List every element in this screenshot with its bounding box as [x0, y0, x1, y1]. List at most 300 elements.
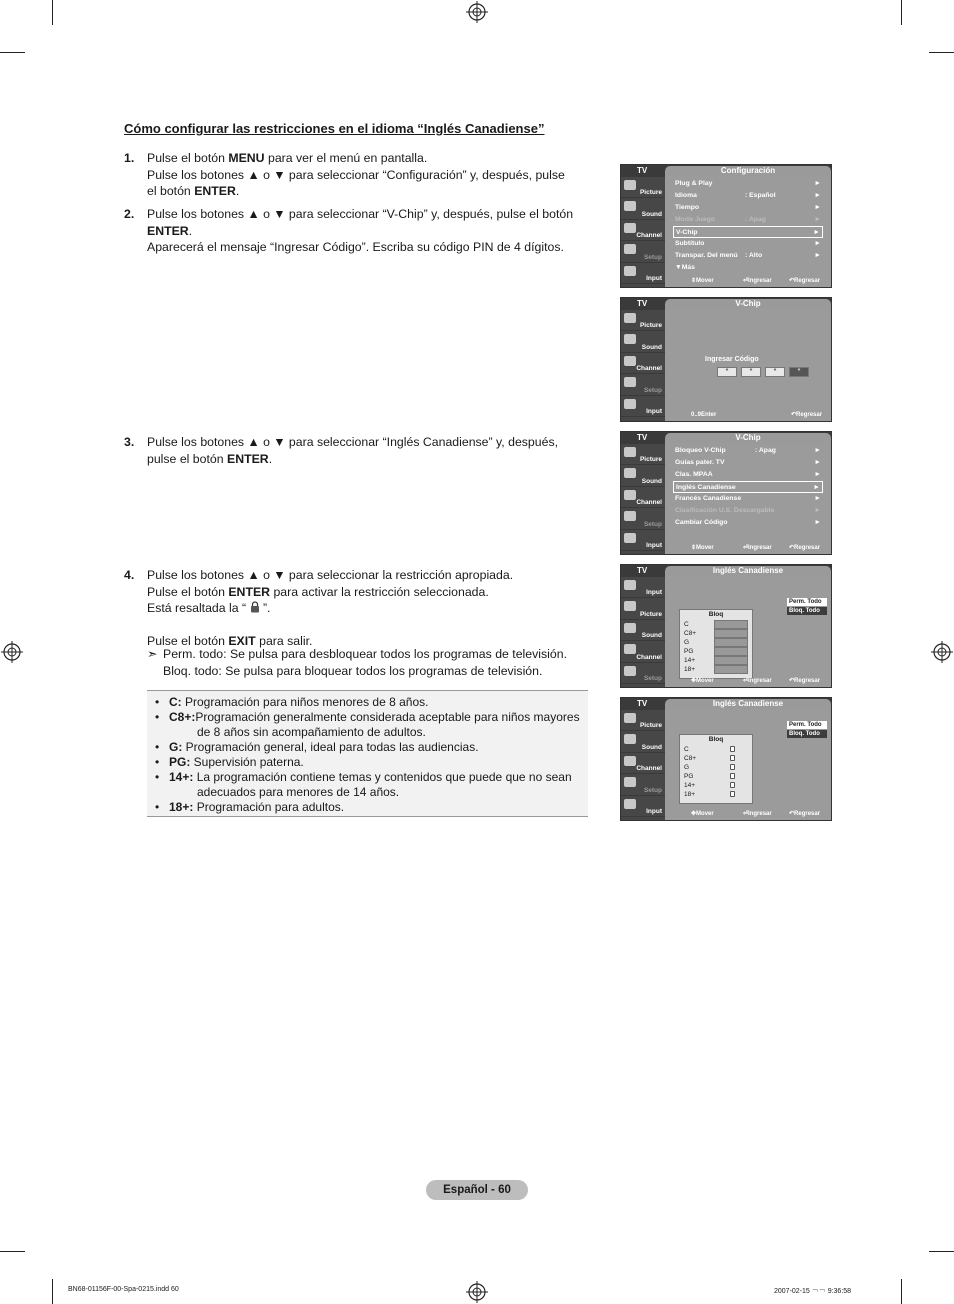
sidebar-label: Picture — [639, 456, 662, 464]
sidebar-label: Channel — [636, 365, 662, 373]
rating-code: 14+: — [169, 770, 194, 784]
arrow-right-icon: ► — [814, 240, 821, 247]
sound-icon — [624, 468, 636, 478]
rating-label: C8+ — [684, 630, 697, 637]
sidebar-item-sound[interactable] — [621, 465, 665, 486]
step-text: . — [235, 184, 240, 199]
menu-footer — [665, 542, 831, 554]
key-name: ENTER — [227, 451, 269, 466]
back-hint: ↶ Regresar — [791, 409, 796, 421]
arrow-right-icon: ► — [814, 459, 821, 466]
perm-bloq-buttons — [787, 721, 827, 739]
sidebar-item-sound[interactable] — [621, 198, 665, 219]
back-label: Regresar — [796, 412, 823, 418]
menu-item-guias[interactable] — [675, 457, 823, 469]
menu-item-label: Bloqueo V-Chip — [675, 447, 726, 454]
enter-hint: ⏎ Ingresar — [743, 542, 748, 554]
step-text: Pulse los botones ▲ o ▼ para seleccionar “Inglés Canadiense” y, después, — [147, 435, 559, 449]
lock-icon — [730, 755, 735, 761]
rating-label: 14+ — [684, 782, 696, 789]
picture-icon — [624, 180, 636, 190]
rating-row[interactable] — [684, 763, 748, 772]
setup-icon — [624, 666, 636, 676]
bullet: • — [155, 755, 160, 769]
rating-desc: adecuados para menores de 14 años. — [197, 785, 400, 799]
menu-item-label: Clasificación U.S. Descargable — [675, 507, 775, 514]
bloq-header: Bloq — [708, 736, 724, 743]
arrow-right-icon: ► — [814, 252, 821, 259]
menu-item-v-chip[interactable] — [673, 226, 823, 238]
menu-panel — [665, 443, 831, 554]
sidebar-item-setup[interactable] — [621, 774, 665, 795]
crop-mark — [52, 1279, 53, 1304]
menu-item-value: : Alto — [745, 252, 763, 259]
tv-label: TV — [637, 166, 648, 175]
perm-bloq-buttons — [787, 598, 827, 616]
enter-hint: ⏎ Ingresar — [743, 808, 748, 820]
rating-label: 18+ — [684, 666, 696, 673]
sidebar-label: Sound — [641, 343, 662, 351]
channel-icon — [624, 490, 636, 500]
channel-icon — [624, 756, 636, 766]
step-1 — [124, 150, 594, 200]
perm-todo-button[interactable]: Perm. Todo — [787, 721, 827, 729]
arrow-right-icon: ► — [814, 204, 821, 211]
step-number: 2. — [124, 207, 135, 221]
move-label: Mover — [696, 278, 714, 284]
rating-row[interactable] — [684, 629, 748, 638]
rating-desc: Programación para niños menores de 8 años. — [181, 695, 429, 709]
menu-item-cambiar-codigo[interactable] — [675, 517, 823, 529]
menu-item-modo-juego[interactable] — [675, 214, 823, 226]
sound-icon — [624, 623, 636, 633]
sidebar-item-channel[interactable] — [621, 220, 665, 241]
tv-label: TV — [637, 433, 648, 442]
page-number: Español - 60 — [426, 1180, 528, 1200]
arrow-right-icon: ► — [814, 519, 821, 526]
sidebar-item-picture[interactable] — [621, 177, 665, 198]
sidebar-item-channel[interactable] — [621, 641, 665, 662]
rating-item — [155, 695, 580, 710]
step-text: . — [188, 223, 193, 238]
sidebar-label: Channel — [636, 499, 662, 507]
registration-mark-icon — [931, 641, 953, 663]
crop-mark — [0, 52, 25, 53]
lock-icon — [730, 764, 735, 770]
rating-item — [155, 770, 580, 800]
ratings-box — [147, 690, 588, 817]
arrow-right-icon: ► — [814, 447, 821, 454]
step-number: 4. — [124, 568, 135, 582]
menu-item-subtitulo[interactable] — [675, 238, 823, 250]
tv-screen-ingles-canadiense-locked — [620, 697, 832, 821]
sidebar-item-input[interactable] — [621, 396, 665, 417]
sidebar-label: Sound — [641, 210, 662, 218]
arrow-right-icon: ► — [814, 471, 821, 478]
lock-icon — [730, 746, 735, 752]
step-number: 3. — [124, 435, 135, 449]
arrow-right-icon: ► — [814, 495, 821, 502]
menu-item-label: Guías pater. TV — [675, 459, 725, 466]
menu-title: Inglés Canadiense — [665, 699, 831, 709]
arrow-right-icon: ► — [813, 484, 820, 491]
key-name: ENTER — [147, 223, 189, 238]
sidebar-item-picture[interactable] — [621, 444, 665, 465]
back-label: Regresar — [794, 678, 821, 684]
menu-item-value: : Español — [745, 192, 776, 199]
menu-item-label: Modo Juego — [675, 216, 716, 223]
sidebar-label: Input — [646, 407, 662, 415]
channel-icon — [624, 644, 636, 654]
tv-sidebar — [621, 710, 665, 820]
step-text: para salir. — [255, 633, 313, 648]
bullet: • — [155, 770, 160, 784]
rating-code: C: — [169, 695, 182, 709]
menu-item-idioma[interactable] — [675, 190, 823, 202]
rating-row[interactable] — [684, 647, 748, 656]
menu-title: Inglés Canadiense — [665, 566, 831, 576]
enter-label: Ingresar — [748, 678, 772, 684]
arrow-right-icon: ► — [814, 507, 821, 514]
input-icon — [624, 399, 636, 409]
note-arrow-icon: ➣ — [147, 647, 158, 661]
rating-desc: La programación contiene temas y contenidos que puede que no sean — [193, 770, 572, 784]
rating-code: C8+: — [169, 710, 196, 724]
rating-row[interactable] — [684, 665, 748, 674]
footer-file: BN68-01156F-00-Spa-0215.indd 60 — [68, 1286, 179, 1293]
menu-title: Configuración — [665, 166, 831, 176]
sidebar-label: Picture — [639, 322, 662, 330]
perm-todo-button[interactable]: Perm. Todo — [787, 598, 827, 606]
menu-panel — [665, 576, 831, 687]
rating-label: 14+ — [684, 657, 696, 664]
bullet: • — [155, 740, 160, 754]
bloq-todo-button[interactable]: Bloq. Todo — [787, 607, 827, 615]
menu-item-mpaa[interactable] — [675, 469, 823, 481]
menu-item-bloqueo[interactable] — [675, 445, 823, 457]
rating-label: G — [684, 764, 690, 771]
step-text: el botón — [147, 184, 195, 199]
sidebar-label: Channel — [636, 232, 662, 240]
step-text: Aparecerá el mensaje “Ingresar Código”. Escriba su código PIN de 4 dígitos. — [147, 240, 564, 255]
menu-item-transpar[interactable] — [675, 250, 823, 262]
sidebar-label: Setup — [643, 386, 662, 394]
back-label: Regresar — [794, 811, 821, 817]
lock-icon — [250, 601, 260, 613]
menu-title: V-Chip — [665, 433, 831, 443]
arrow-right-icon: ► — [814, 192, 821, 199]
rating-label: C8+ — [684, 755, 697, 762]
step-text: ”. — [259, 601, 271, 616]
arrow-right-icon: ► — [814, 216, 821, 223]
menu-item-label: V-Chip — [676, 229, 698, 236]
menu-item-label: Idioma — [675, 192, 697, 199]
sound-icon — [624, 734, 636, 744]
rating-item — [155, 755, 580, 770]
menu-item-frances[interactable] — [675, 493, 823, 505]
rating-code: PG: — [169, 755, 191, 769]
picture-icon — [624, 447, 636, 457]
tv-sidebar — [621, 577, 665, 687]
menu-item-label: Plug & Play — [675, 180, 713, 187]
crop-mark — [901, 0, 902, 25]
rating-row[interactable] — [684, 638, 748, 647]
footer-timestamp: 2007-02-15 ￢￢ 9:36:58 — [774, 1288, 852, 1295]
tv-sidebar — [621, 310, 665, 421]
input-icon — [624, 533, 636, 543]
enter-label: Ingresar — [748, 545, 772, 551]
rating-desc: Programación general, ideal para todas las audiencias. — [182, 740, 479, 754]
rating-code: G: — [169, 740, 183, 754]
crop-mark — [901, 1279, 902, 1304]
menu-item-label: Francés Canadiense — [675, 495, 742, 502]
back-hint: ↶ Regresar — [789, 275, 794, 287]
sidebar-item-picture[interactable] — [621, 710, 665, 731]
step-text: Pulse el botón — [147, 151, 229, 165]
tv-label: TV — [637, 566, 648, 575]
menu-item-plug-play[interactable] — [675, 178, 823, 190]
tv-sidebar — [621, 444, 665, 554]
menu-item-label: Cambiar Código — [675, 519, 728, 526]
step-text: . — [268, 451, 273, 466]
sidebar-item-setup[interactable] — [621, 663, 665, 684]
move-hint: ⇕ Mover — [691, 275, 696, 287]
key-name: ENTER — [194, 184, 236, 199]
pin-digit[interactable]: * — [717, 367, 737, 377]
enter-hint: ⏎ Ingresar — [743, 275, 748, 287]
menu-item-label: Subtítulo — [675, 240, 705, 247]
key-name: ENTER — [228, 584, 271, 599]
enter-label: Ingresar — [748, 278, 772, 284]
menu-footer — [665, 675, 831, 687]
sidebar-item-sound[interactable] — [621, 620, 665, 641]
step-number: 1. — [124, 151, 135, 165]
notes — [147, 646, 592, 680]
rating-label: C — [684, 621, 689, 628]
rating-row[interactable] — [684, 772, 748, 781]
tv-screen-configuracion — [620, 164, 832, 288]
move-label: Mover — [696, 678, 714, 684]
rating-code: 18+: — [169, 800, 194, 814]
rating-desc: de 8 años sin acompañamiento de adultos. — [197, 725, 426, 739]
key-name: EXIT — [228, 633, 256, 648]
sidebar-item-channel[interactable] — [621, 353, 665, 374]
menu-item-label: Tiempo — [675, 204, 700, 211]
arrow-right-icon: ► — [814, 180, 821, 187]
step-3 — [124, 434, 594, 467]
sidebar-item-input[interactable] — [621, 530, 665, 551]
rating-row[interactable] — [684, 790, 748, 799]
sidebar-item-picture[interactable] — [621, 310, 665, 331]
sidebar-label: Picture — [639, 610, 662, 618]
sidebar-label: Setup — [643, 786, 662, 794]
sidebar-label: Picture — [639, 722, 662, 730]
setup-icon — [624, 777, 636, 787]
rating-cell[interactable] — [714, 665, 748, 674]
enter-pin-label: Enter PIN — [701, 412, 717, 430]
lock-icon — [730, 773, 735, 779]
rating-cell[interactable] — [714, 620, 748, 629]
channel-icon — [624, 356, 636, 366]
sound-icon — [624, 334, 636, 344]
registration-mark-icon — [1, 641, 23, 663]
pin-digit[interactable]: * — [765, 367, 785, 377]
step-text: para activar la restricción seleccionada. — [270, 584, 489, 599]
channel-icon — [624, 223, 636, 233]
section-title: Cómo configurar las restricciones en el idioma “Inglés Canadiense” — [124, 121, 545, 136]
bloq-header: Bloq — [708, 611, 724, 618]
tv-label: TV — [637, 299, 648, 308]
rating-row[interactable] — [684, 745, 748, 754]
sidebar-label: Sound — [641, 743, 662, 751]
rating-row[interactable] — [684, 656, 748, 665]
tv-screen-ingles-canadiense — [620, 564, 832, 688]
menu-item-ingles[interactable] — [673, 481, 823, 493]
step-text: para ver el menú en pantalla. — [264, 151, 428, 165]
sidebar-item-channel[interactable] — [621, 753, 665, 774]
sidebar-label: Input — [646, 807, 662, 815]
rating-desc: Supervisión paterna. — [190, 755, 304, 769]
input-icon — [624, 266, 636, 276]
menu-footer — [665, 275, 831, 287]
sidebar-item-setup[interactable] — [621, 241, 665, 262]
rating-item — [155, 710, 580, 740]
bloq-todo-button[interactable]: Bloq. Todo — [787, 730, 827, 738]
enter-label: Ingresar — [748, 811, 772, 817]
menu-panel — [665, 176, 831, 287]
step-text: Está resaltada la “ — [147, 601, 250, 616]
menu-item-value: : Apag — [755, 447, 776, 454]
bullet: • — [155, 710, 160, 724]
move-hint: ⇕ Mover — [691, 542, 696, 554]
rating-cell[interactable] — [714, 629, 748, 638]
menu-item-label: Clas. MPAA — [675, 471, 713, 478]
sidebar-label: Setup — [643, 674, 662, 682]
menu-item-label: Transpar. Del menú — [675, 252, 738, 259]
tv-sidebar — [621, 177, 665, 287]
menu-panel — [665, 709, 831, 820]
sidebar-item-sound[interactable] — [621, 731, 665, 752]
rating-row[interactable] — [684, 754, 748, 763]
enter-hint: ⏎ Ingresar — [743, 675, 748, 687]
menu-panel — [665, 309, 831, 430]
step-2 — [124, 206, 594, 256]
setup-icon — [624, 511, 636, 521]
menu-footer — [665, 808, 831, 820]
back-hint: ↶ Regresar — [789, 542, 794, 554]
note-perm: Perm. todo: Se pulsa para desbloquear todos los programas de televisión. — [163, 647, 567, 661]
move-hint: ✥ Mover — [691, 675, 696, 687]
sound-icon — [624, 201, 636, 211]
rating-cell[interactable] — [714, 656, 748, 665]
menu-item-label: ▼Más — [675, 264, 695, 271]
rating-grid — [679, 734, 753, 804]
lock-icon — [730, 791, 735, 797]
sidebar-label: Sound — [641, 632, 662, 640]
back-hint: ↶ Regresar — [789, 808, 794, 820]
sidebar-item-input[interactable] — [621, 796, 665, 817]
tv-screen-vchip-menu — [620, 431, 832, 555]
rating-row[interactable] — [684, 620, 748, 629]
sidebar-label: Input — [646, 541, 662, 549]
picture-icon — [624, 601, 636, 611]
sidebar-label: Input — [646, 274, 662, 282]
menu-item-us-descargable[interactable] — [675, 505, 823, 517]
step-text: Pulse los botones ▲ o ▼ para seleccionar “V-Chip” y, después, pulse el botón — [147, 207, 574, 221]
sidebar-item-channel[interactable] — [621, 487, 665, 508]
key-name: MENU — [228, 151, 265, 165]
step-text: Pulse los botones ▲ o ▼ para seleccionar “Configuración” y, después, pulse — [147, 167, 565, 182]
rating-desc: Programación para adultos. — [193, 800, 345, 814]
sidebar-item-input[interactable] — [621, 577, 665, 598]
sidebar-label: Picture — [639, 189, 662, 197]
input-icon — [624, 580, 636, 590]
crop-mark — [52, 0, 53, 25]
setup-icon — [624, 377, 636, 387]
sidebar-item-setup[interactable] — [621, 374, 665, 395]
step-4 — [124, 567, 594, 649]
sidebar-label: Sound — [641, 477, 662, 485]
rating-label: PG — [684, 773, 694, 780]
sidebar-item-setup[interactable] — [621, 508, 665, 529]
step-text: pulse el botón — [147, 451, 227, 466]
menu-item-mas[interactable] — [675, 262, 823, 274]
back-label: Regresar — [794, 545, 821, 551]
menu-item-value: : Apag — [745, 216, 766, 223]
rating-cell[interactable] — [714, 638, 748, 647]
step-text: Pulse el botón — [147, 584, 229, 599]
rating-label: PG — [684, 648, 694, 655]
rating-grid — [679, 609, 753, 679]
crop-mark — [929, 52, 954, 53]
back-label: Regresar — [794, 278, 821, 284]
rating-cell[interactable] — [714, 647, 748, 656]
rating-item — [155, 740, 580, 755]
sidebar-label: Setup — [643, 253, 662, 261]
rating-item — [155, 800, 580, 815]
sidebar-item-sound[interactable] — [621, 331, 665, 352]
registration-mark-icon — [466, 1281, 488, 1303]
note-bloq: Bloq. todo: Se pulsa para bloquear todos los programas de televisión. — [163, 664, 543, 678]
tv-label: TV — [637, 699, 648, 708]
rating-desc: Programación generalmente considerada aceptable para niños mayores — [195, 710, 580, 724]
menu-footer — [665, 409, 831, 430]
sidebar-item-input[interactable] — [621, 263, 665, 284]
menu-item-tiempo[interactable] — [675, 202, 823, 214]
pin-digit[interactable]: * — [789, 367, 809, 377]
rating-row[interactable] — [684, 781, 748, 790]
move-label: Mover — [696, 811, 714, 817]
sidebar-label: Input — [646, 589, 662, 597]
crop-mark — [0, 1251, 25, 1252]
pin-digit[interactable]: * — [741, 367, 761, 377]
sidebar-label: Channel — [636, 653, 662, 661]
arrow-right-icon: ► — [813, 229, 820, 236]
bullet: • — [155, 800, 160, 814]
picture-icon — [624, 713, 636, 723]
input-icon — [624, 799, 636, 809]
enter-pin-hint: 0..9 Enter PIN — [691, 409, 701, 421]
move-hint: ✥ Mover — [691, 808, 696, 820]
menu-item-label: Inglés Canadiense — [676, 484, 736, 491]
rating-label: G — [684, 639, 690, 646]
step-text: Pulse el botón — [147, 633, 229, 648]
lock-icon — [730, 782, 735, 788]
sidebar-label: Channel — [636, 765, 662, 773]
back-hint: ↶ Regresar — [789, 675, 794, 687]
registration-mark-icon — [466, 1, 488, 23]
sidebar-item-picture[interactable] — [621, 598, 665, 619]
